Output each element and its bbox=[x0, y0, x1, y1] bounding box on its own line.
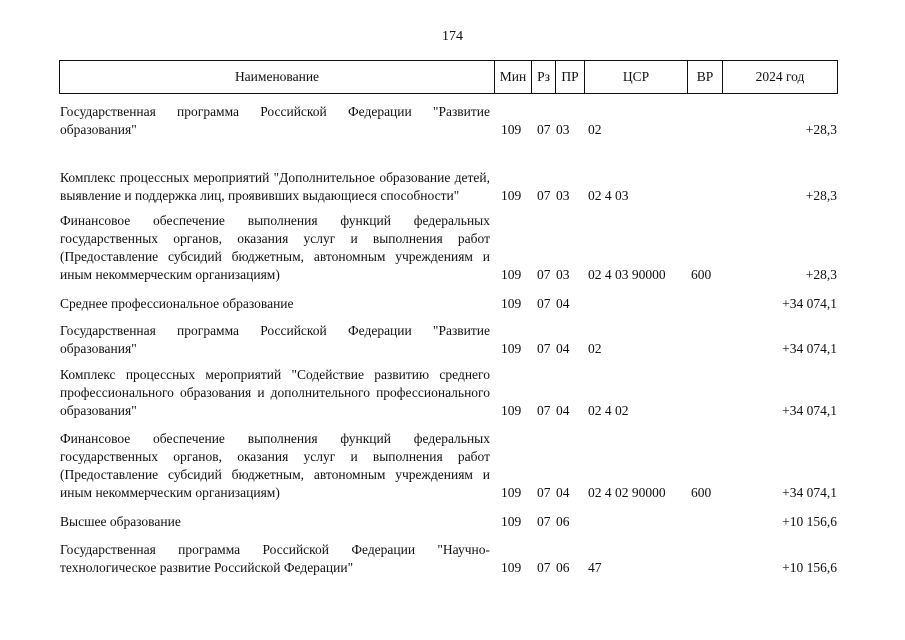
row-pr: 03 bbox=[556, 267, 570, 282]
page-number: 174 bbox=[442, 29, 463, 44]
row-csr: 02 bbox=[588, 341, 602, 356]
row-pr: 06 bbox=[556, 514, 570, 529]
row-pr: 04 bbox=[556, 296, 570, 311]
row-amount: +28,3 bbox=[805, 267, 837, 282]
row-amount: +34 074,1 bbox=[782, 485, 837, 500]
row-csr: 02 bbox=[588, 122, 602, 137]
row-csr: 47 bbox=[588, 560, 602, 575]
row-vr: 600 bbox=[691, 267, 712, 282]
row-pr: 04 bbox=[556, 341, 570, 356]
row-min: 109 bbox=[501, 267, 522, 282]
row-name: Среднее профессиональное образование bbox=[60, 296, 294, 311]
table-row bbox=[0, 541, 905, 577]
header-vr: ВР bbox=[687, 61, 722, 93]
header-csr: ЦСР bbox=[584, 61, 687, 93]
table-row bbox=[0, 151, 905, 205]
header-rz: Рз bbox=[531, 61, 555, 93]
row-name: Государственная программа Российской Федерации "Развитие образования" bbox=[60, 323, 490, 356]
row-name: Комплекс процессных мероприятий "Содействие развитию среднего профессионального образования и дополнительного профессионального образования" bbox=[60, 367, 490, 418]
row-pr: 03 bbox=[556, 122, 570, 137]
row-name: Государственная программа Российской Федерации "Развитие образования" bbox=[60, 104, 490, 137]
table-row bbox=[0, 103, 905, 139]
row-rz: 07 bbox=[537, 560, 551, 575]
row-min: 109 bbox=[501, 403, 522, 418]
row-vr: 600 bbox=[691, 485, 712, 500]
row-rz: 07 bbox=[537, 341, 551, 356]
table-row bbox=[0, 430, 905, 502]
row-min: 109 bbox=[501, 485, 522, 500]
row-name: Высшее образование bbox=[60, 514, 181, 529]
row-pr: 03 bbox=[556, 188, 570, 203]
header-min: Мин bbox=[494, 61, 531, 93]
row-min: 109 bbox=[501, 188, 522, 203]
row-min: 109 bbox=[501, 122, 522, 137]
row-amount: +34 074,1 bbox=[782, 296, 837, 311]
row-amount: +34 074,1 bbox=[782, 403, 837, 418]
row-name: Финансовое обеспечение выполнения функций федеральных государственных органов, оказания услуг и выполнения работ (Предоставление субсидий бюджетным, автономным учреждениям и иным некоммерческим организациям) bbox=[60, 213, 490, 282]
row-rz: 07 bbox=[537, 514, 551, 529]
table-header bbox=[59, 60, 838, 94]
row-rz: 07 bbox=[537, 485, 551, 500]
row-rz: 07 bbox=[537, 122, 551, 137]
row-min: 109 bbox=[501, 341, 522, 356]
row-amount: +34 074,1 bbox=[782, 341, 837, 356]
table-row bbox=[0, 366, 905, 420]
row-rz: 07 bbox=[537, 296, 551, 311]
row-amount: +28,3 bbox=[805, 122, 837, 137]
header-pr: ПР bbox=[555, 61, 584, 93]
row-amount: +10 156,6 bbox=[782, 560, 837, 575]
row-name: Финансовое обеспечение выполнения функций федеральных государственных органов, оказания услуг и выполнения работ (Предоставление субсидий бюджетным, автономным учреждениям и иным некоммерческим организациям) bbox=[60, 431, 490, 500]
row-min: 109 bbox=[501, 560, 522, 575]
row-csr: 02 4 02 90000 bbox=[588, 485, 666, 500]
row-name: Государственная программа Российской Федерации "Научно-технологическое развитие Российской Федерации" bbox=[60, 542, 490, 575]
row-min: 109 bbox=[501, 514, 522, 529]
table-row bbox=[0, 322, 905, 358]
row-pr: 04 bbox=[556, 403, 570, 418]
row-csr: 02 4 02 bbox=[588, 403, 629, 418]
row-rz: 07 bbox=[537, 403, 551, 418]
row-name: Комплекс процессных мероприятий "Дополнительное образование детей, выявление и поддержка лиц, проявивших выдающиеся способности" bbox=[60, 170, 490, 203]
row-csr: 02 4 03 bbox=[588, 188, 629, 203]
row-amount: +10 156,6 bbox=[782, 514, 837, 529]
row-pr: 04 bbox=[556, 485, 570, 500]
table-row bbox=[0, 295, 905, 313]
header-year: 2024 год bbox=[722, 61, 837, 93]
row-rz: 07 bbox=[537, 188, 551, 203]
row-amount: +28,3 bbox=[805, 188, 837, 203]
row-rz: 07 bbox=[537, 267, 551, 282]
row-csr: 02 4 03 90000 bbox=[588, 267, 666, 282]
row-pr: 06 bbox=[556, 560, 570, 575]
row-min: 109 bbox=[501, 296, 522, 311]
header-name: Наименование bbox=[234, 69, 320, 84]
table-row bbox=[0, 212, 905, 284]
table-row bbox=[0, 513, 905, 531]
